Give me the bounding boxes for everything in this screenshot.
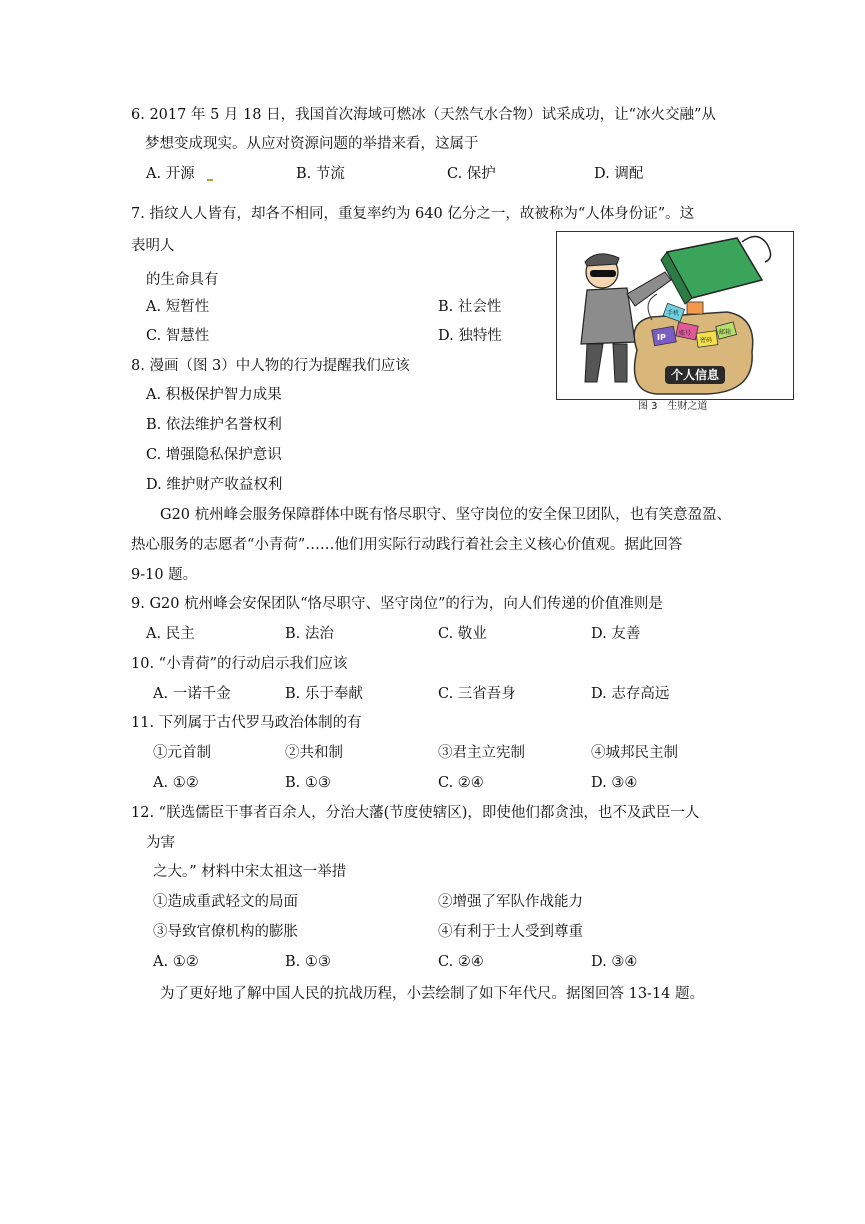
card-label-ip: IP <box>657 333 666 342</box>
material1-line2: 热心服务的志愿者“小青荷”……他们用实际行动践行着社会主义核心价值观。据此回答 <box>131 537 683 553</box>
card-label-password: 密码 <box>700 337 713 344</box>
ink-mark <box>207 179 213 181</box>
q10-option-b: B. 乐于奉献 <box>285 686 363 702</box>
q7-option-b: B. 社会性 <box>438 299 502 315</box>
q8-stem: 8. 漫画（图 3）中人物的行为提醒我们应该 <box>131 358 410 374</box>
q6-line2: 梦想变成现实。从应对资源问题的举措来看，这属于 <box>145 136 479 152</box>
q10-option-a: A. 一诺千金 <box>153 686 231 702</box>
card-label-email: 邮箱 <box>719 329 732 336</box>
q9-option-a: A. 民主 <box>146 626 195 642</box>
q8-option-b: B. 依法维护名誉权利 <box>146 417 282 433</box>
q8-option-c: C. 增强隐私保护意识 <box>146 447 282 463</box>
q6-line1: 6. 2017 年 5 月 18 日，我国首次海域可燃冰（天然气水合物）试采成功，让“冰火交融”从 <box>131 107 716 123</box>
q7-option-a: A. 短暂性 <box>146 299 210 315</box>
q11-option-d: D. ③④ <box>591 775 638 791</box>
material2-line1: 为了更好地了解中国人民的抗战历程，小芸绘制了如下年代尺。据图回答 13-14 题。 <box>160 986 705 1002</box>
q7-line2: 表明人 <box>131 238 175 254</box>
q12-item-4: ④有利于士人受到尊重 <box>438 924 583 940</box>
q12-line2: 为害 <box>146 835 175 851</box>
q6-option-a: A. 开源 <box>146 166 195 182</box>
q11-option-c: C. ②④ <box>438 775 484 791</box>
q12-line3: 之大。” 材料中宋太祖这一举措 <box>153 864 347 880</box>
q7-line3: 的生命具有 <box>146 272 219 288</box>
q12-item-1: ①造成重武轻文的局面 <box>153 894 298 910</box>
q7-option-d: D. 独特性 <box>438 328 502 344</box>
q9-stem: 9. G20 杭州峰会安保团队“恪尽职守、坚守岗位”的行为，向人们传递的价值准则是 <box>131 596 663 612</box>
q7-option-c: C. 智慧性 <box>146 328 210 344</box>
q12-item-3: ③导致官僚机构的膨胀 <box>153 924 298 940</box>
material1-line3: 9-10 题。 <box>131 567 198 583</box>
figure-caption: 图 3 生财之道 <box>638 401 708 412</box>
q12-item-2: ②增强了军队作战能力 <box>438 894 583 910</box>
q11-option-a: A. ①② <box>153 775 199 791</box>
q12-option-c: C. ②④ <box>438 954 484 970</box>
q11-option-b: B. ①③ <box>285 775 331 791</box>
q9-option-c: C. 敬业 <box>438 626 487 642</box>
q8-option-d: D. 维护财产收益权利 <box>146 477 283 493</box>
cartoon-figure <box>556 231 794 400</box>
q10-option-d: D. 志存高远 <box>591 686 670 702</box>
q6-option-c: C. 保护 <box>447 166 496 182</box>
q12-line1: 12. “朕选儒臣干事者百余人，分治大藩(节度使辖区)，即使他们都贪浊，也不及武臣一人 <box>131 805 700 821</box>
q12-option-a: A. ①② <box>153 954 199 970</box>
q9-option-d: D. 友善 <box>591 626 641 642</box>
q11-item-4: ④城邦民主制 <box>591 745 678 761</box>
q7-line1: 7. 指纹人人皆有，却各不相同，重复率约为 640 亿分之一，故被称为“人体身份证”。这 <box>131 206 695 222</box>
q8-option-a: A. 积极保护智力成果 <box>146 387 282 403</box>
q6-option-b: B. 节流 <box>296 166 345 182</box>
card-label-phone: 手机 <box>667 310 680 317</box>
q10-option-c: C. 三省吾身 <box>438 686 516 702</box>
cartoon-illustration <box>557 232 793 399</box>
material1-line1: G20 杭州峰会服务保障群体中既有恪尽职守、坚守岗位的安全保卫团队，也有笑意盈盈、 <box>160 507 732 523</box>
q11-item-3: ③君主立宪制 <box>438 745 525 761</box>
q11-item-2: ②共和制 <box>285 745 343 761</box>
bag-label: 个人信息 <box>670 368 720 382</box>
q10-stem: 10. “小青荷”的行动启示我们应该 <box>131 656 348 672</box>
q11-item-1: ①元首制 <box>153 745 211 761</box>
q12-option-d: D. ③④ <box>591 954 638 970</box>
q11-stem: 11. 下列属于古代罗马政治体制的有 <box>131 715 362 731</box>
q9-option-b: B. 法治 <box>285 626 334 642</box>
card-label-account: 账号 <box>679 330 692 337</box>
q6-option-d: D. 调配 <box>594 166 644 182</box>
q12-option-b: B. ①③ <box>285 954 331 970</box>
